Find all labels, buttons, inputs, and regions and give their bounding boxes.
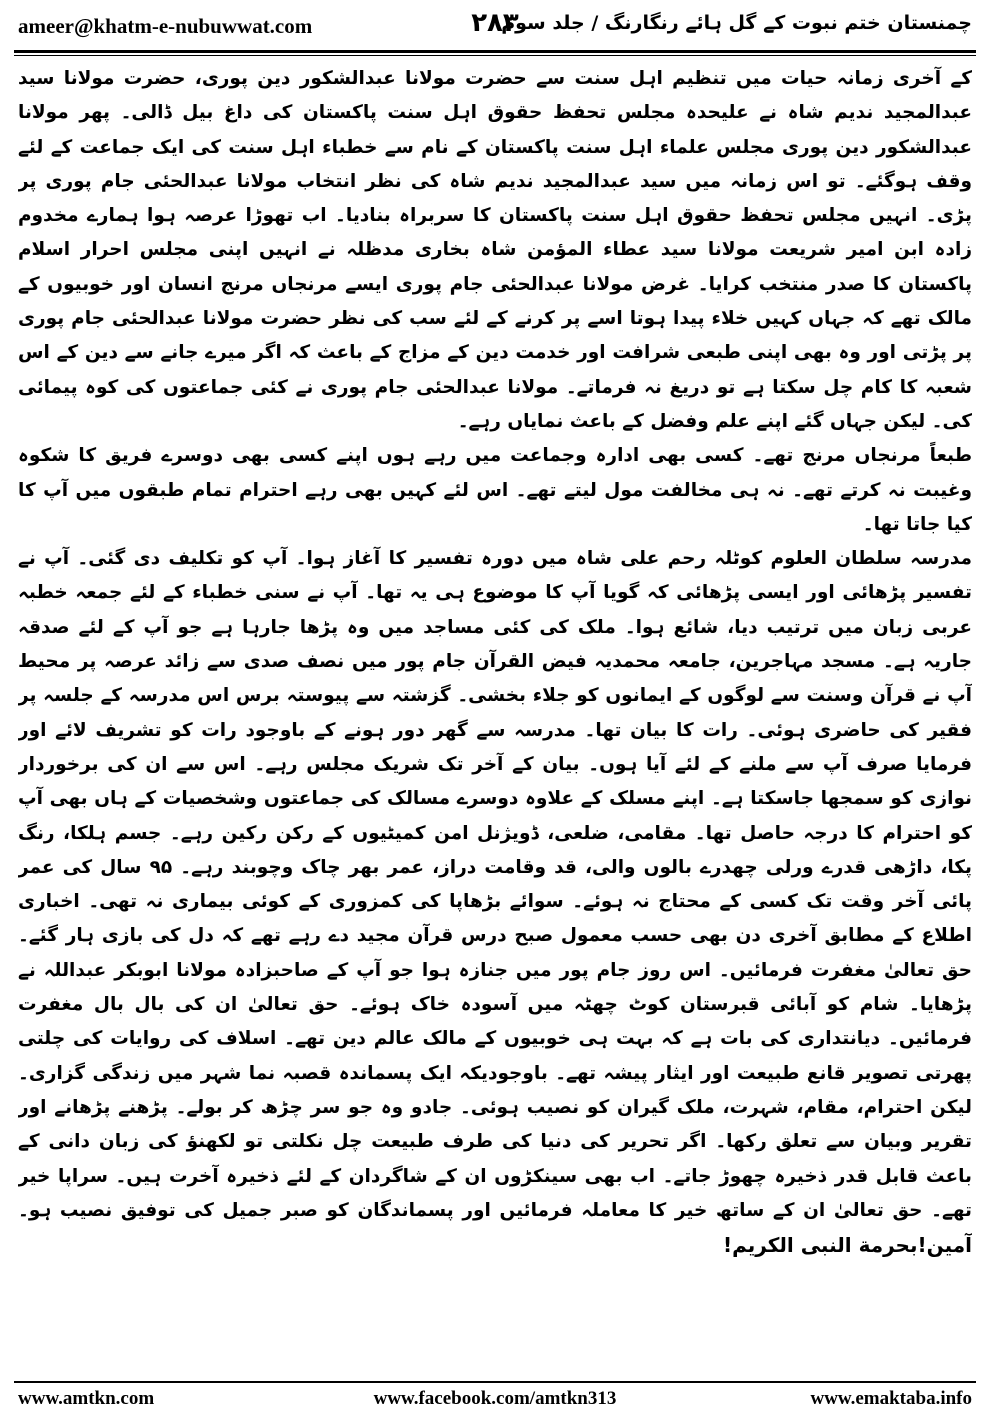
page-body — [18, 62, 972, 1372]
closing-arabic: بحرمة النبی الکریم! — [722, 1233, 918, 1258]
paragraph-3 — [18, 542, 972, 1264]
footer-link-emaktaba[interactable]: www.emaktaba.info — [810, 1388, 972, 1409]
footer-link-facebook[interactable]: www.facebook.com/amtkn313 — [373, 1388, 617, 1409]
paragraph-3-text: مدرسہ سلطان العلوم کوٹلہ رحم علی شاہ میں دورہ تفسیر کا آغاز ہوا۔ آپ کو تکلیف دی گئی۔ آپ نے تفسیر پڑھائی اور ایسی پڑھائی کہ گویا آپ کا موضوع ہی یہ تھا۔ آپ نے سنی خطباء کے لئے جمعہ خطبہ عربی زبان میں ترتیب دیا، شائع ہوا۔ ملک کی کئی مساجد میں وہ پڑھا جارہا ہے جو آپ کے لئے صدقہ جاریہ ہے۔ مسجد مہاجرین، جامعہ محمدیہ فیض القرآن جام پور میں نصف صدی سے زائد عرصہ پر محیط آپ نے قرآن وسنت سے لوگوں کے ایمانوں کو جلاء بخشی۔ گزشتہ سے پیوستہ برس اس مدرسہ کے جلسہ پر فقیر کی حاضری ہوئی۔ رات کا بیان تھا۔ مدرسہ سے گھر دور ہونے کے باوجود رات کو تشریف لائے اور فرمایا صرف آپ سے ملنے کے لئے آیا ہوں۔ بیان کے آخر تک شریک مجلس رہے۔ اس سے ان کی برخوردار نوازی کو سمجھا جاسکتا ہے۔ اپنے مسلک کے علاوہ دوسرے مسالک کی جماعتوں وشخصیات کے ہاں بھی آپ کو احترام کا درجہ حاصل تھا۔ مقامی، ضلعی، ڈویژنل امن کمیٹیوں کے رکن رکین رہے۔ جسم ہلکا، رنگ پکا، داڑھی قدرے ورلی چھدرے بالوں والی، قد وقامت دراز، عمر بھر چاک وچوبند رہے۔ ۹۵ سال کی عمر پائی آخر وقت تک کسی کے محتاج نہ ہوئے۔ سوائے بڑھاپا کی کمزوری کے کوئی بیماری نہ تھی۔ اخباری اطلاع کے مطابق آخری دن بھی حسب معمول صبح درس قرآن مجید دے رہے تھے کہ دل کی بازی ہار گئے۔ حق تعالیٰ مغفرت فرمائیں۔ اس روز جام پور میں جنازہ ہوا جو آپ کے صاحبزادہ مولانا ابوبکر عبداللہ نے پڑھایا۔ شام کو آبائی قبرستان کوٹ چھٹہ میں آسودہ خاک ہوئے۔ حق تعالیٰ ان کی بال بال مغفرت فرمائیں۔ دیانتداری کی بات ہے کہ بہت ہی خوبیوں کے مالک عالم دین تھے۔ اسلاف کی روایات کی چلتی پھرتی تصویر قانع طبیعت اور ایثار پیشہ تھے۔ باوجودیکہ ایک پسماندہ قصبہ نما شہر میں زندگی گزاری۔ لیکن احترام، مقام، شہرت، ملک گیران کو نصیب ہوئی۔ جادو وہ جو سر چڑھ کر بولے۔ پڑھنے پڑھانے اور تقریر وبیان سے تعلق رکھا۔ اگر تحریر کی دنیا کی طرف طبیعت چل نکلتی تو لکھنؤ کی زبان دانی کے باعث قابل قدر ذخیرہ چھوڑ جاتے۔ اب بھی سینکڑوں ان کے شاگردان کے لئے ذخیرہ آخرت ہیں۔ سراپا خیر تھے۔ حق تعالیٰ ان کے ساتھ خیر کا معاملہ فرمائیں اور پسماندگان کو صبر جمیل کی توفیق نصیب ہو۔ — [18, 548, 972, 1221]
page-footer — [10, 1388, 980, 1414]
footer-link-amtkn[interactable]: www.amtkn.com — [18, 1388, 155, 1409]
page-header — [10, 6, 980, 46]
paragraph-2: طبعاً مرنجاں مرنج تھے۔ کسی بھی ادارہ وجماعت میں رہے ہوں اپنے کسی بھی دوسرے فریق کا شکوہ وغیبت نہ کرتے تھے۔ نہ ہی مخالفت مول لیتے تھے۔ اس لئے کہیں بھی رہے احترام تمام طبقوں میں آپ کا کیا جاتا تھا۔ — [18, 445, 972, 535]
header-rule-thin — [14, 55, 976, 56]
book-title: چمنستان ختم نبوت کے گل ہائے رنگارنگ / جلد سوم — [501, 12, 972, 34]
header-rule — [14, 50, 976, 53]
footer-rule — [14, 1381, 976, 1383]
page-number: ۲۸۳ — [471, 8, 519, 38]
closing-amen: آمین! — [917, 1233, 972, 1258]
header-email: ameer@khatm-e-nubuwwat.com — [18, 14, 313, 38]
paragraph-1: کے آخری زمانہ حیات میں تنظیم اہل سنت سے حضرت مولانا عبدالشکور دین پوری، حضرت مولانا سید عبدالمجید ندیم شاہ نے علیحدہ مجلس تحفظ حقوق اہل سنت پاکستان کی داغ بیل ڈالی۔ پھر مولانا عبدالشکور دین پوری مجلس علماء اہل سنت پاکستان کے نام سے خطباء اہل سنت کی ایک جماعت کے لئے وقف ہوگئے۔ تو اس زمانہ میں سید عبدالمجید ندیم شاہ کی نظر انتخاب مولانا عبدالحئی جام پوری پر پڑی۔ انہیں مجلس تحفظ حقوق اہل سنت پاکستان کا سربراہ بنادیا۔ اب تھوڑا عرصہ ہوا ہمارے مخدوم زادہ ابن امیر شریعت مولانا سید عطاء المؤمن شاہ بخاری مدظلہ نے انہیں اپنی مجلس احرار اسلام پاکستان کا صدر منتخب کرایا۔ غرض مولانا عبدالحئی جام پوری ایسے مرنجاں مرنج انسان اور خوبیوں کے مالک تھے کہ جہاں کہیں خلاء پیدا ہوتا اسے پر کرنے کے لئے سب کی نظر حضرت مولانا عبدالحئی جام پوری پر پڑتی اور وہ بھی اپنی طبعی شرافت اور خدمت دین کے مزاج کے باعث کہ اگر میرے جانے سے دین کے اس شعبہ کا کام چل سکتا ہے تو دریغ نہ فرماتے۔ مولانا عبدالحئی جام پوری نے کئی جماعتوں کی کوہ پیمائی کی۔ لیکن جہاں گئے اپنے علم وفضل کے باعث نمایاں رہے۔ — [18, 68, 972, 432]
